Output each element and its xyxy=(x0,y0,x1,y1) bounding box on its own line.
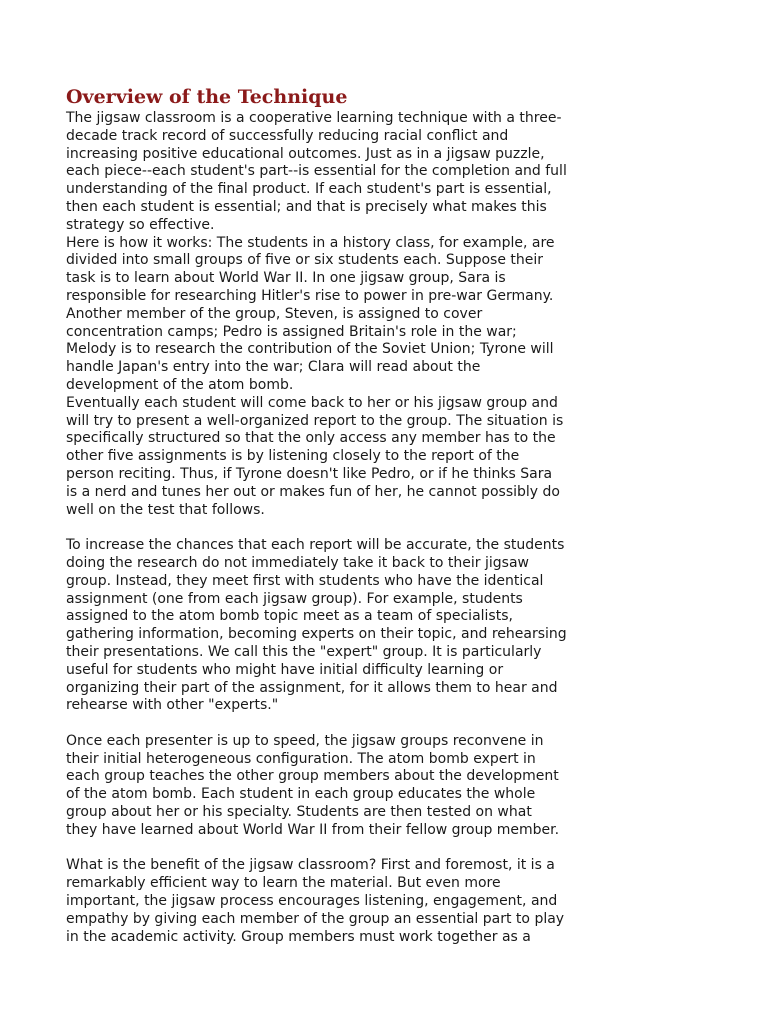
text-line: increasing positive educational outcomes. Just as in a jigsaw puzzle, xyxy=(66,145,545,162)
text-line: decade track record of successfully reducing racial conflict and xyxy=(66,127,509,144)
text-line: will try to present a well-organized report to the group. The situation is xyxy=(66,412,564,429)
paragraph-how-it-works xyxy=(66,235,636,395)
text-line: doing the research do not immediately take it back to their jigsaw xyxy=(66,554,529,571)
text-line: divided into small groups of five or six students each. Suppose their xyxy=(66,252,544,269)
text-line: well on the test that follows. xyxy=(66,501,265,518)
text-line: person reciting. Thus, if Tyrone doesn't like Pedro, or if he thinks Sara xyxy=(66,465,553,482)
text-line: remarkably efficient way to learn the material. But even more xyxy=(66,875,501,892)
text-line: Once each presenter is up to speed, the jigsaw groups reconvene in xyxy=(66,732,544,749)
text-line: gathering information, becoming experts on their topic, and rehearsing xyxy=(66,626,567,643)
text-line: other five assignments is by listening closely to the report of the xyxy=(66,448,520,465)
text-line: What is the benefit of the jigsaw classroom? First and foremost, it is a xyxy=(66,857,555,874)
text-line: specifically structured so that the only access any member has to the xyxy=(66,430,556,447)
paragraph-report xyxy=(66,395,636,520)
text-line: Here is how it works: The students in a history class, for example, are xyxy=(66,234,555,251)
text-line: Another member of the group, Steven, is assigned to cover xyxy=(66,305,483,322)
text-line: Eventually each student will come back to her or his jigsaw group and xyxy=(66,394,558,411)
text-line: task is to learn about World War II. In one jigsaw group, Sara is xyxy=(66,270,506,287)
paragraph-expert-group xyxy=(66,537,636,715)
text-line: empathy by giving each member of the group an essential part to play xyxy=(66,910,565,927)
text-line: their presentations. We call this the "expert" group. It is particularly xyxy=(66,643,542,660)
text-line: organizing their part of the assignment, for it allows them to hear and xyxy=(66,679,558,696)
paragraph-reconvene xyxy=(66,733,636,840)
text-line: development of the atom bomb. xyxy=(66,376,294,393)
text-line: strategy so effective. xyxy=(66,216,215,233)
text-line: in the academic activity. Group members must work together as a xyxy=(66,928,531,945)
text-line: each group teaches the other group members about the development xyxy=(66,768,559,785)
text-line: responsible for researching Hitler's rise to power in pre-war Germany. xyxy=(66,287,554,304)
text-line: group about her or his specialty. Students are then tested on what xyxy=(66,804,532,821)
text-line: The jigsaw classroom is a cooperative learning technique with a three- xyxy=(66,110,562,126)
document-body xyxy=(66,86,636,946)
text-line: assignment (one from each jigsaw group). For example, students xyxy=(66,590,523,607)
text-line: of the atom bomb. Each student in each group educates the whole xyxy=(66,786,536,803)
text-line: assigned to the atom bomb topic meet as a team of specialists, xyxy=(66,608,513,625)
text-line: their initial heterogeneous configuration. The atom bomb expert in xyxy=(66,750,536,767)
text-line: each piece--each student's part--is essential for the completion and full xyxy=(66,163,567,180)
text-line: important, the jigsaw process encourages listening, engagement, and xyxy=(66,893,558,910)
paragraph-benefit xyxy=(66,857,636,946)
text-line: they have learned about World War II from their fellow group member. xyxy=(66,821,560,838)
text-line: concentration camps; Pedro is assigned Britain's role in the war; xyxy=(66,323,517,340)
text-line: is a nerd and tunes her out or makes fun of her, he cannot possibly do xyxy=(66,483,560,500)
text-line: rehearse with other "experts." xyxy=(66,697,279,714)
text-line: Melody is to research the contribution of the Soviet Union; Tyrone will xyxy=(66,341,554,358)
text-line: useful for students who might have initial difficulty learning or xyxy=(66,661,504,678)
text-line: understanding of the final product. If each student's part is essential, xyxy=(66,181,552,198)
text-line: To increase the chances that each report will be accurate, the students xyxy=(66,537,565,554)
text-line: then each student is essential; and that is precisely what makes this xyxy=(66,198,547,215)
paragraph-intro xyxy=(66,110,636,235)
text-line: handle Japan's entry into the war; Clara will read about the xyxy=(66,359,481,376)
section-title: Overview of the Technique xyxy=(66,86,348,108)
text-line: group. Instead, they meet first with students who have the identical xyxy=(66,572,544,589)
